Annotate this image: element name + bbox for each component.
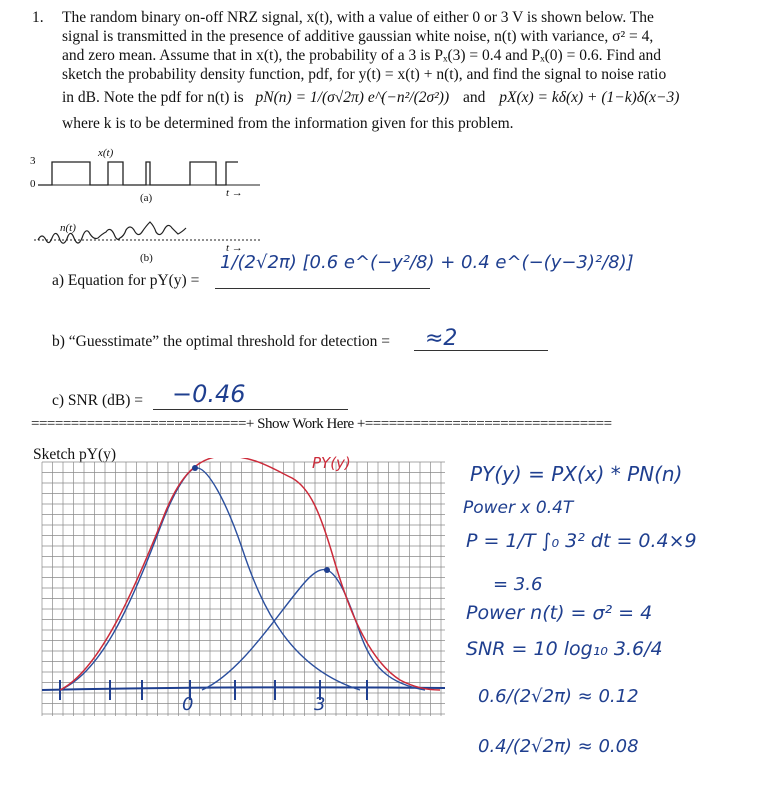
n-t-label: n(t) bbox=[60, 222, 76, 234]
work-line-3: P = 1/T ∫₀ 3² dt = 0.4×9 bbox=[466, 530, 697, 552]
peak-dot-three bbox=[324, 567, 330, 573]
problem-line-3: and zero mean. Assume that in x(t), the probability of a 3 is Pₓ(3) = 0.4 and Pₓ(0) = 0.6. Find and bbox=[62, 47, 662, 64]
work-line-6: SNR = 10 log₁₀ 3.6/4 bbox=[466, 638, 663, 660]
pdf-total-red bbox=[60, 458, 440, 690]
pdf-x-formula: pX(x) = kδ(x) + (1−k)δ(x−3) bbox=[499, 89, 680, 106]
problem-line-1: The random binary on-off NRZ signal, x(t), with a value of either 0 or 3 V is shown below. The bbox=[62, 9, 654, 26]
problem-line-6: where k is to be determined from the information given for this problem. bbox=[62, 115, 514, 132]
pdf-n-formula: pN(n) = 1/(σ√2π) e^(−n²/(2σ²)) bbox=[255, 89, 450, 106]
problem-line-5-text: in dB. Note the pdf for n(t) is bbox=[62, 89, 244, 106]
t-arrow-b: t → bbox=[226, 242, 243, 254]
problem-line-2: signal is transmitted in the presence of additive gaussian white noise, n(t) with variance, σ² = 4, bbox=[62, 28, 654, 45]
sketch-label: Sketch pY(y) bbox=[33, 446, 117, 463]
peak-dot-zero bbox=[192, 465, 198, 471]
sketch-axis bbox=[42, 687, 445, 690]
answer-b-label: b) “Guesstimate” the optimal threshold for detection = bbox=[52, 333, 391, 350]
problem-line-5 bbox=[62, 88, 679, 107]
answer-c-value: −0.46 bbox=[172, 380, 246, 408]
answer-c-label: c) SNR (dB) = bbox=[52, 392, 143, 409]
work-line-2: Power x 0.4T bbox=[463, 498, 574, 518]
answer-a-value: 1/(2√2π) [0.6 e^(−y²/8) + 0.4 e^(−(y−3)²/8)] bbox=[220, 252, 634, 273]
work-line-7: 0.6/(2√2π) ≈ 0.12 bbox=[478, 686, 639, 707]
answer-a-label: a) Equation for pY(y) = bbox=[52, 272, 200, 289]
work-line-5: Power n(t) = σ² = 4 bbox=[466, 602, 653, 624]
sketch-graph bbox=[30, 458, 460, 722]
work-line-4: = 3.6 bbox=[493, 574, 543, 595]
tick-zero-label: 0 bbox=[182, 694, 194, 715]
work-line-8: 0.4/(2√2π) ≈ 0.08 bbox=[478, 736, 639, 757]
tick-three-label: 3 bbox=[314, 694, 326, 715]
sketch-grid bbox=[42, 462, 445, 716]
caption-b: (b) bbox=[140, 252, 153, 264]
problem-number: 1. bbox=[32, 9, 44, 26]
caption-a: (a) bbox=[140, 192, 153, 204]
figure-a bbox=[30, 147, 270, 210]
t-arrow-a: t → bbox=[226, 187, 243, 199]
and-word: and bbox=[462, 89, 486, 106]
work-line-1: PY(y) = PX(x) * PN(n) bbox=[470, 462, 683, 486]
problem-line-4: sketch the probability density function, pdf, for y(t) = x(t) + n(t), and find the signal to noise ratio bbox=[62, 66, 667, 83]
show-work-separator: ===========================+ Show Work Here +=============================== bbox=[31, 416, 612, 432]
answer-a-underline bbox=[215, 288, 430, 289]
level-3-label: 3 bbox=[30, 155, 36, 167]
answer-c-underline bbox=[153, 409, 348, 410]
pdf-curve-label: PY(y) bbox=[312, 454, 351, 472]
answer-b-value: ≈2 bbox=[425, 326, 458, 351]
level-0-label: 0 bbox=[30, 178, 36, 190]
x-t-label: x(t) bbox=[98, 147, 114, 159]
